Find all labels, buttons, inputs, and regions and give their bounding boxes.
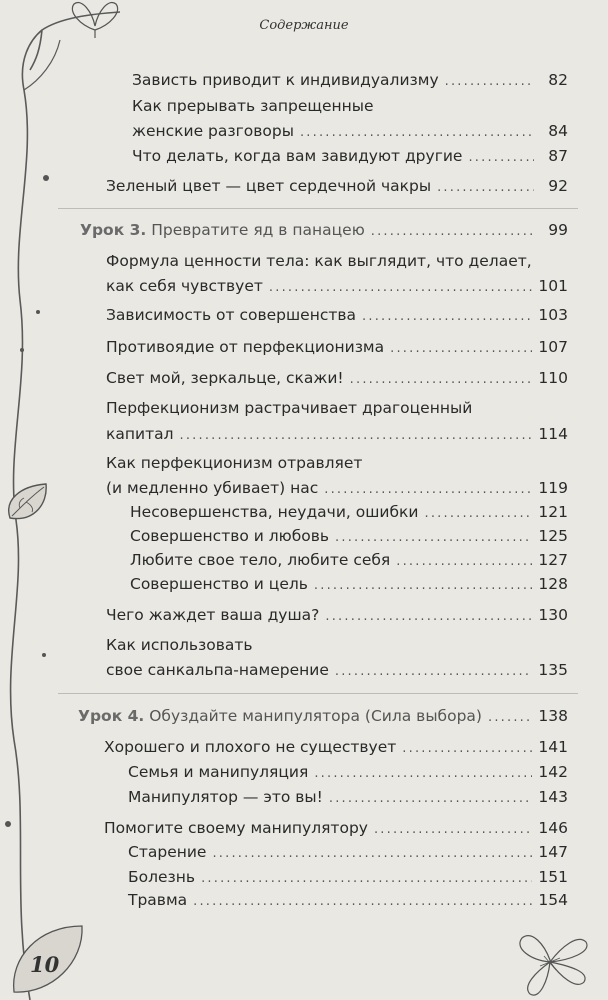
toc-entry-text: капитал [106,425,174,443]
toc-lesson-entry [80,219,568,243]
toc-entry [106,275,568,299]
toc-page-number: 84 [548,122,568,140]
toc-entry-text: Старение [128,843,207,861]
dot-leader [212,843,532,865]
toc-entry-text: Зависть приводит к индивидуализму [132,71,439,89]
toc-entry-text: свое санкальпа-намерение [106,661,329,679]
dot-leader [402,738,532,760]
toc-page-number: 99 [548,221,568,239]
section-divider [58,693,578,694]
toc-entry [106,604,568,628]
toc-entry-text: Что делать, когда вам завидуют другие [132,147,463,165]
toc-entry-text: Любите свое тело, любите себя [130,551,391,569]
toc-entry-text: Как прерывать запрещенные [132,97,374,115]
toc-entry [106,397,568,419]
toc-page-number: 114 [538,425,568,443]
toc-entry-text: как себя чувствует [106,277,263,295]
toc-entry-text: (и медленно убивает) нас [106,479,319,497]
toc-page-number: 125 [538,527,568,545]
lesson-label: Урок 4. [78,707,145,725]
toc-page-number: 151 [538,868,568,886]
toc-entry-text: Как перфекционизм отравляет [106,454,363,472]
toc-entry-text: Совершенство и цель [130,575,308,593]
toc-entry [128,889,568,913]
dot-leader [314,575,533,597]
toc-entry [132,69,568,93]
toc-entry [130,549,568,573]
toc-page-number: 107 [538,338,568,356]
toc-entry-text: Перфекционизм растрачивает драгоценный [106,399,473,417]
toc-entry [106,634,568,656]
toc-page-number: 92 [548,177,568,195]
lesson-label: Урок 3. [80,221,147,239]
toc-entry [128,761,568,785]
lesson-title: Превратите яд в панацею [151,221,365,239]
dot-leader [396,551,532,573]
toc-entry [128,786,568,810]
toc-lesson-entry [78,705,568,729]
dot-leader [269,277,532,299]
toc-entry [128,841,568,865]
dot-leader [362,306,532,328]
dot-leader [193,891,532,913]
toc-entry-text: Противоядие от перфекционизма [106,338,385,356]
dot-leader [468,147,534,169]
toc-entry-text: Зависимость от совершенства [106,306,357,324]
toc-page-number: 127 [538,551,568,569]
toc-entry-text: Несовершенства, неудачи, ошибки [130,503,419,521]
toc-entry-text: женские разговоры [132,122,294,140]
toc-entry [106,304,568,328]
toc-entry [104,736,568,760]
page-header: Содержание [259,18,349,33]
toc-entry [130,525,568,549]
page-number: 10 [30,952,60,977]
toc-entry [106,250,568,272]
section-divider [58,208,578,209]
dot-leader [488,707,532,729]
toc-page-number: 87 [548,147,568,165]
toc-entry [130,501,568,525]
toc-entry [132,145,568,169]
dot-leader [437,177,534,199]
dot-leader [445,71,534,93]
dot-leader [325,606,532,628]
toc-page-number: 147 [538,843,568,861]
toc-entry [128,866,568,890]
dot-leader [300,122,534,144]
dot-leader [180,425,533,447]
toc-entry-text: Как использовать [106,636,253,654]
toc-entry [106,175,568,199]
toc-entry-text: Травма [128,891,188,909]
toc-entry [106,659,568,683]
toc-entry [106,367,568,391]
dot-leader [371,221,534,243]
toc-entry-text: Чего жаждет ваша душа? [106,606,320,624]
toc-page-number: 143 [538,788,568,806]
dot-leader [424,503,532,525]
toc-entry [106,477,568,501]
dot-leader [335,527,532,549]
toc-entry-text: Помогите своему манипулятору [104,819,368,837]
toc-page-number: 103 [538,306,568,324]
toc-entry [132,95,568,117]
toc-page-number: 154 [538,891,568,909]
dot-leader [335,661,533,683]
toc-page-number: 142 [538,763,568,781]
toc-entry [132,120,568,144]
toc-entry [104,817,568,841]
toc-page-number: 101 [538,277,568,295]
toc-page-number: 110 [538,369,568,387]
toc-entry-text: Манипулятор — это вы! [128,788,323,806]
toc-page-number: 141 [538,738,568,756]
toc-page-number: 146 [538,819,568,837]
toc-page-number: 135 [538,661,568,679]
toc-entry-text: Болезнь [128,868,196,886]
dot-leader [374,819,532,841]
toc-entry-text: Формула ценности тела: как выглядит, что делает, [106,252,532,270]
dot-leader [329,788,533,810]
toc-entry-text: Хорошего и плохого не существует [104,738,397,756]
dot-leader [350,369,533,391]
toc-page-number: 130 [538,606,568,624]
toc-entry-text: Совершенство и любовь [130,527,330,545]
toc-page-number: 138 [538,707,568,725]
toc-entry [130,573,568,597]
toc-entry-text: Свет мой, зеркальце, скажи! [106,369,344,387]
toc-entry-text: Зеленый цвет — цвет сердечной чакры [106,177,432,195]
toc-page-number: 82 [548,71,568,89]
toc-page-number: 121 [538,503,568,521]
dot-leader [201,868,532,890]
toc-entry [106,423,568,447]
toc-entry [106,336,568,360]
toc-page-number: 128 [538,575,568,593]
toc-entry-text: Семья и манипуляция [128,763,309,781]
toc-entry [106,452,568,474]
toc-page-number: 119 [538,479,568,497]
lesson-title: Обуздайте манипулятора (Сила выбора) [149,707,482,725]
dot-leader [324,479,532,501]
dot-leader [314,763,532,785]
dot-leader [390,338,532,360]
